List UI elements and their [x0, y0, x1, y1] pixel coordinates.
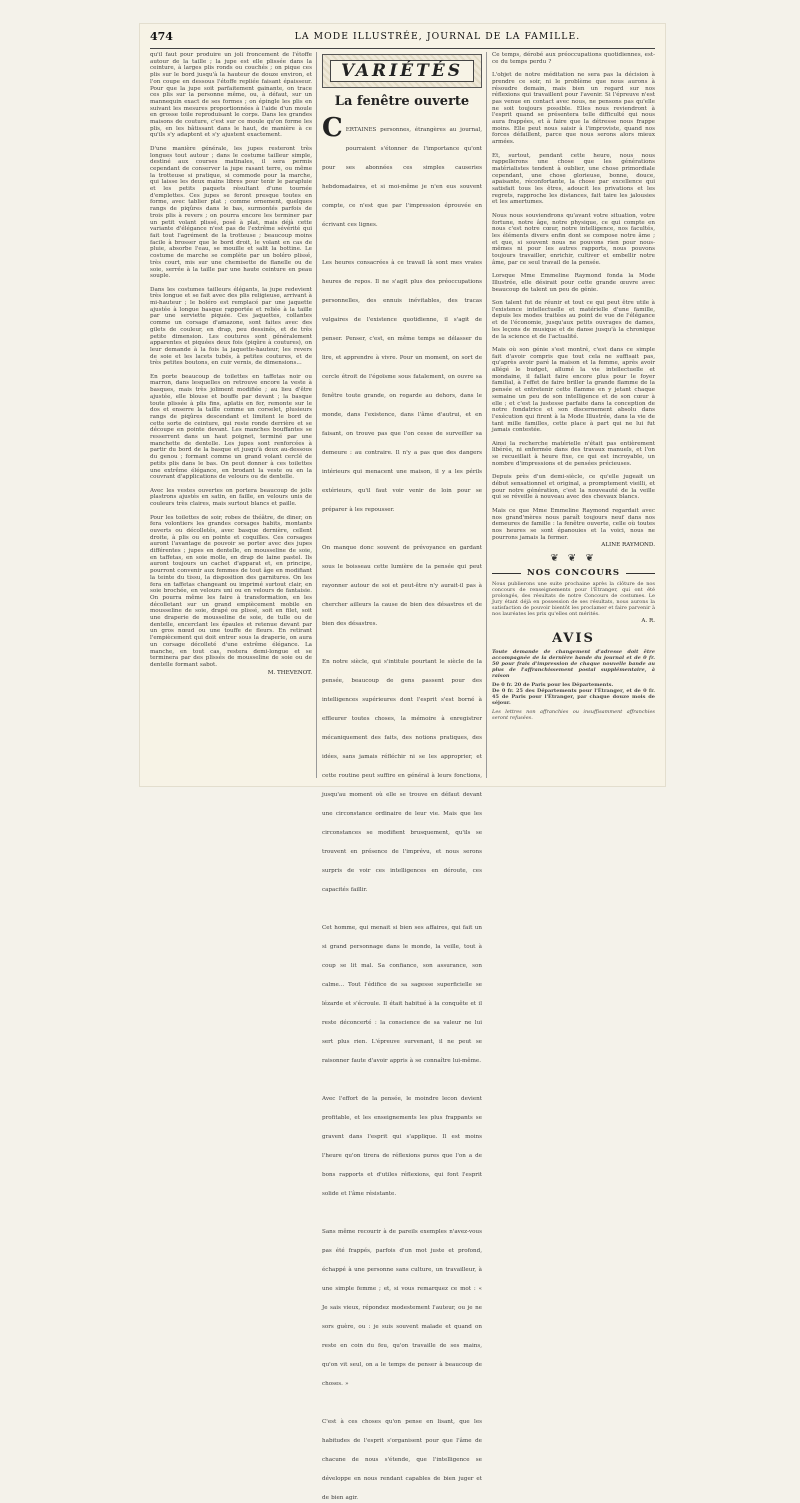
section-title: VARIÉTÉS	[330, 60, 474, 82]
avis-rates: De 0 fr. 20 de Paris pour les Départements. De 0 fr. 25 des Départements pour l'Étranger, et de 0 fr. 45 de Paris pour l'Étranger, par chaque douze mois de séjour.	[492, 682, 655, 707]
column-rule	[316, 52, 317, 778]
article-title: La fenêtre ouverte	[334, 94, 470, 109]
newspaper-page	[140, 24, 665, 1501]
continuation-column	[492, 52, 655, 782]
page-number: 474	[150, 30, 173, 43]
author-signature: M. THEVENOT.	[267, 669, 312, 676]
author-signature: ALINE RAYMOND.	[601, 542, 655, 549]
avis-title: AVIS	[552, 631, 595, 647]
journal-title: LA MODE ILLUSTRÉE, JOURNAL DE LA FAMILLE.	[294, 31, 581, 42]
column-text: qu'il faut pour produire un joli froncement de l'étoffe autour de la taille ; la jupe est elle plissée dans la ceinture, à larges plis ronds ou couchés ; on pique ces plis sur le bord jusqu'à la hauteur de douze environ, et l'on coupe en dessous l'étoffe repliée faisant épaisseur. Pour que la jupe soit parfaitement gainante, on trace ces plis sur la personne même, ou, à défaut, sur un mannequin exact de ses formes ; on épingle les plis en suivant les mesures proportionnées à l'aide d'un moule en grosse toile reproduisant le corps. Dans les grandes maisons de couture, c'est sur ce moule qu'on forme les plis, en les bâtissant dans le haut, de manière à ce qu'ils s'y adaptent et s'y ajustent exactement. D'une manière générale, les jupes resteront très longues tout autour ; dans le costume tailleur simple, destiné aux courses matinales, il sera permis cependant de conserver la jupe rasant terre, ou même la trotteuse si pratique, si commode pour la marche, qui laisse les deux mains libres pour tenir le parapluie et les petits paquets résultant d'une tournée d'emplettes. Ces jupes se feront presque toutes en forme, avec tablier plat ; comme ornement, quelques rangs de piqûres dans le bas, surmontés parfois de trois plis à revers ; on pourra encore les terminer par un petit volant plissé, posé à plat, mais déjà cette variante d'élégance n'est pas de l'extrême sévérité qui fait tout l'agrément de la trotteuse ; beaucoup moins facile à brosser que le bord droit, le volant en cas de pluie, absorbe l'eau, se mouille et salit la bottine. Le costume de marche se complète par un boléro plissé, très court, mis sur une chemisette de flanelle ou de soie, serrée à la taille par une haute ceinture en peau souple. Dans les costumes tailleurs élégants, la jupe redevient très longue et se fait avec des plis religieuse, arrivant à mi-hauteur ; le boléro est remplacé par une jaquette ajustée à longue basque rapportée et reliée à la taille par une serviette piquée. Ces jaquettes, collantes comme un corsage d'amazone, sont faites avec des gilets de couleur, en drap, peu dessinés, et de très petite dimension. Les coutures sont généralement apparentes et piquées deux fois (piqûre à coutures), on leur demande à la fois la jaquette-hauteur, les revers de soie et les lacets tubés, à petites coutures, et de très petites boutons, en cuir vernis, de dimensions... En porte beaucoup de toilettes en taffetas noir ou marron, dans lesquelles on retrouve encore la veste à basques, mais très joliment modifiée ; au lieu d'être ajustée, elle blouse et bouffe par devant ; la basque toute plissée à plis fins, aplatis en fer, remonte sur le dos et enserre la taille comme un corselet, plusieurs rangs de piqûres descendant et limitent le bord de cette sorte de ceinture, qui reste ronde derrière et se découpe en pointe devant. Les manches bouffantes se resserrent dans un haut poignet, terminé par une manchette de dentelle. Les jupes sont renforcées à partir du bord de la basque et jusqu'à deux au-dessous du genou ; formant comme un grand volant cerclé de petits plis dans le bas. On peut donner à ces toilettes une extrême élégance, en brodant la veste ou en la couvrant d'applications de velours ou de dentelle. Avec les vestes ouvertes on portera beaucoup de jolis plastrons ajustés en satin, en faille, en velours unis de couleurs très claires, mais surtout blancs et paille. Pour les toilettes de soir, robes de théâtre, de diner, on fera volontiers les grandes corsages habits, montants ouverts ou décolletés, avec basque dernière, cellent droite, à plis ou en pointe et coquilles. Ces corsages auront l'avantage de pouvoir se porter avec des jupes différentes ; jupes en dentelle, en mousseline de soie, en taffetas, en soie molle, en drap de laine pastel. Ils auront toujours un cachet d'apparat et, en principe, pourront convenir aux femmes de tout âge en modifiant la teinte du tissu, la disposition des garnitures. On les fera en taffetas changeant ou imprimé surtout clair, en soie brochée, en velours uni ou en velours de fantaisie. On pourra même les faire à transformation, en les décolletant sur un grand empiècement mobile en mousseline de soie, drapé ou plissé, soit en filet, soit une draperie de mousseline de soie, de tulle ou de dentelle, encerclant les épaules et retenue devant par un gros nœud ou une touffe de fleurs. En retirant l'empiècement qui doit entrer sous la draperie, on aura un corsage décolleté d'une extrême élégance. La manche, en tout cas, restera demi-longue et se terminera par des plissés de mousseline de soie ou de dentelle formant sabot.	[150, 52, 313, 668]
avis-note: Les lettres non affranchies ou insuffisamment affranchies seront refusées.	[492, 709, 657, 722]
concours-heading	[492, 568, 655, 578]
column-rule	[486, 52, 487, 778]
concours-title: NOS CONCOURS	[527, 568, 620, 579]
page-header	[150, 28, 655, 49]
concours-signature: A. R.	[641, 618, 655, 625]
concours-text: Nous publierons une suite prochaine après la clôture de nos concours de renseignements pour l'Étranger, qui ont été prolongés, des résultats de notre Concours de costumes. Le Jury étant déjà en possession de ses résultats, nous aurons la satisfaction de pouvoir bientôt les proclamer et faire parvenir à nos lauréates les prix qu'elles ont mérités.	[492, 581, 657, 618]
varietes-column	[322, 52, 482, 1501]
fashion-column	[150, 52, 312, 782]
article-text: ERTAINES personnes, étrangères au journal, pourraient s'étonner de l'importance qu'ont pour ses abonnées ces simples causeries hebdomadaires, et si moi-même je n'en eus souvent compte, ce n'est que par l'impression éprouvée en écrivant ces lignes. Les heures consacrées à ce travail là sont mes vraies heures de repos. Il ne s'agit plus des préoccupations personnelles, des ennuis inévitables, des tracas vulgaires de l'existence quotidienne, il s'agit de penser. Penser, c'est, en même temps se délasser du lire, et apprendre à vivre. Pour un moment, on sort de cercle étroit de l'égoïsme sous fatalement, on ouvre sa fenêtre toute grande, on regarde au dehors, dans le monde, dans l'existence, dans l'âme d'autrui, et en faisant, on trouve pas que l'on cesse de surveiller sa demeure : au contraire. Il n'y a pas que des dangers intérieurs qui menacent une maison, il y a les périls extérieurs, qu'il faut voir venir de loin pour se préparer à les repousser. On manque donc souvent de prévoyance en gardant sous le boisseau cette lumière de la pensée qui peut rayonner autour de soi et peut-être n'y aurait-il pas à chercher ailleurs la cause de bien des désastres et de bien des désastres. En notre siècle, qui s'intitule pourtant le siècle de la pensée, beaucoup de gens passent pour des intelligences supérieures dont l'esprit s'est borné à effleurer toutes choses, la mémoire à enregistrer mécaniquement des faits, des notions pratiques, des idées, sans jamais réfléchir ni se les approprier, et cette routine peut suffire en général à leurs fonctions, jusqu'au moment où elle se trouve en défaut devant une circonstance ordinaire de leur vie. Mais que les circonstances se modifient brusquement, qu'ils se trouvent en présence de l'imprévu, et nous serons surpris de voir ces intelligences en déroute, ces capacités faillir. Cet homme, qui menait si bien ses affaires, qui fait un si grand personnage dans le monde, la veille, tout à coup se lit mal. Sa confiance, son assurance, son calme... Tout l'édifice de sa sagesse superficielle se lézarde et s'écroule. Il était habitué à la conquête et il reste déconcerté : la conscience de sa valeur ne lui sert plus rien. L'épreuve survenant, il ne peut se raisonner faute d'avoir appris à se connaître lui-même. Avec l'effort de la pensée, le moindre lecon devient profitable, et les enseignements les plus frappants se gravent dans l'esprit qui s'applique. Il est moins l'heure qu'on tirera de réflexions pures que l'on a de bons rapports et d'utiles réflexions, qui font l'esprit solide et l'âme résistante. Sans même recourir à de pareils exemples n'avez-vous pas été frappés, parfois d'un mot juste et profond, échappé à une personne sans culture, un travailleur, à une simple femme ; et, si vous remarquez ce mot : « Je sais vieux, répondez modestement l'auteur, ou je ne sors guère, ou : je suis souvent malade et quand on reste en coin du feu, qu'on travaille de ses mains, qu'on vit seul, on a le temps de penser à beaucoup de choses. » C'est à ces choses qu'on pense en lisant, que les habitudes de l'esprit s'organisent pour que l'âme de chacune de nous s'étende, que l'intelligence se développe en nous rendant capables de bien juger et de bien agir.	[322, 127, 482, 1501]
ornament-divider: ❦ ❦ ❦	[550, 553, 597, 565]
avis-lead: Toute demande de changement d'adresse doit être accompagnée de la dernière bande du journal et de 0 fr. 50 pour frais d'impression de chaque nouvelle bande au plus de l'affranchissement postal supplémentaire, à raison	[492, 649, 657, 680]
column-text: Ce temps, dérobé aux préoccupations quotidiennes, est-ce du temps perdu ? L'objet de notre méditation ne sera pas la décision à prendre ce soir, ni le problème que nous aurons à résoudre demain, mais bien un regard sur nos réflexions qui travaillent pour l'avenir. Si l'épreuve n'est pas venue en contact avec nous, ne pensons pas qu'elle ne soit toujours possible. Elles nous reviendront à l'esprit quand se présentera telle difficulté qui nous aura frappées, et à faire que la détresse nous frappe moins. Elle peut nous saisir à l'improviste, quand nos forces défaillent, parce que nous serons alors mieux armées. Et, surtout, pendant cette heure, nous nous rappellerons une chose que les générations matérialistes tendent à oublier, une chose primordiale cependant, une chose glorieuse, bonne, douce, apaisante, réconfortante, la chose par excellence qui satisfait tous les êtres, adoucit les privations et les regrets, rapproche les distances, fait taire les jalousies et les amertumes. Nous nous souviendrons qu'avant votre situation, votre fortune, notre âge, notre physique, ce qui compte en nous c'est notre cœur, notre intelligence, nos facultés, les éléments divers enfin dont se compose notre âme ; et que, si souvent nous ne pouvons rien pour nous-mêmes ni pour les autres rapports, nous pouvons toujours travailler, enrichir, cultiver et embellir notre âme, par ce seul travail de la pensée. Lorsque Mme Emmeline Raymond fonda la Mode Illustrée, elle désirait pour cette grande œuvre avec beaucoup de talent un peu de génie. Son talent fut de réunir et tout ce qui peut être utile à l'existence intellectuelle et matérielle d'une famille, depuis les modes traitées au point de vue de l'élégance et de l'économie, jusqu'aux petits ouvrages de dames, les leçons de musique et de danse jusqu'à la chronique de la science et de l'actualité. Mais où son génie s'est montré, c'est dans ce simple fait d'avoir compris que tout cela ne suffisait pas, qu'après avoir paré la maison et la femme, après avoir allégé le budget, allumé la vie intellectuelle et mondaine, il fallait faire encore plus pour le foyer familial, à l'effet de faire briller la grande flamme de la pensée et entretenir cette flamme en y jetant chaque semaine un peu de son intelligence et de son cœur à elle ; et c'est la justesse parfaite dans la conception de notre fondatrice et son discernement absolu dans l'exécution qui firent à la Mode Illustrée, dans la vie de tant mille familles, cette place à part qui ne lui fut jamais contestée. Ainsi la recherche matérielle n'était pas entièrement libérée, ni enfermée dans des travaux manuels, et l'on se recueillait à heure fixe, ce qui est incroyable, un nombre d'impressions et de pensées précieuses. Depuis près d'un demi-siècle, ce qu'elle jugeait un début sensationnel et original, a promptement vieilli, et pour notre génération, c'est la nouveauté de la veille qui se réveille à nouveau avec des chevaux blancs. Mais ce que Mme Emmeline Raymond regardait avec nos grand'mères nous paraît toujours neuf dans nos demeures de famille : la fenêtre ouverte, celle où toutes nos heures se sont épanouies et la voici, nous ne pourrons jamais la fermer.	[492, 52, 655, 541]
section-banner	[322, 54, 482, 88]
drop-cap: C	[322, 113, 343, 143]
